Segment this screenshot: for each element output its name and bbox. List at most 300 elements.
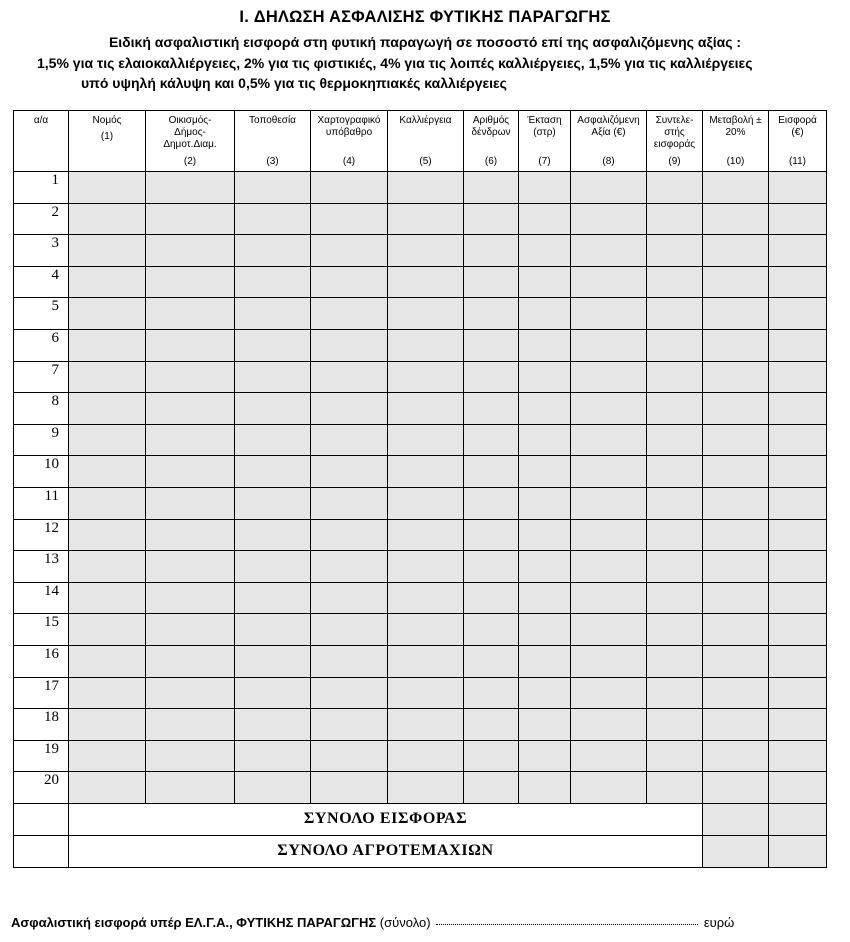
table-row	[14, 393, 827, 425]
input-cell[interactable]	[519, 172, 571, 204]
input-cell[interactable]	[647, 582, 703, 614]
input-cell[interactable]	[571, 740, 647, 772]
input-cell[interactable]	[769, 172, 827, 204]
total-parcels-value-cell[interactable]	[703, 835, 769, 867]
row-number: 5	[14, 298, 69, 330]
input-cell[interactable]	[769, 614, 827, 646]
production-declaration-table	[13, 110, 827, 868]
input-cell[interactable]	[69, 614, 146, 646]
column-header-label-line: εισφοράς	[653, 139, 696, 150]
input-cell[interactable]	[571, 709, 647, 741]
input-cell[interactable]	[146, 235, 235, 267]
input-cell[interactable]	[146, 266, 235, 298]
column-number: (4)	[342, 156, 356, 167]
input-cell[interactable]	[703, 487, 769, 519]
column-header-4	[311, 111, 388, 172]
column-number: (10)	[726, 156, 745, 167]
input-cell[interactable]	[146, 487, 235, 519]
column-header-label	[571, 111, 646, 139]
table-row	[14, 709, 827, 741]
input-cell[interactable]	[464, 266, 519, 298]
table-row	[14, 298, 827, 330]
total-amount-field[interactable]	[436, 924, 698, 925]
input-cell[interactable]	[235, 614, 311, 646]
column-header-label-line: Καλλιέργεια	[399, 115, 452, 126]
input-cell[interactable]	[703, 298, 769, 330]
input-cell[interactable]	[571, 677, 647, 709]
input-cell[interactable]	[146, 203, 235, 235]
input-cell[interactable]	[703, 519, 769, 551]
input-cell[interactable]	[703, 172, 769, 204]
input-cell[interactable]	[464, 393, 519, 425]
input-cell[interactable]	[388, 740, 464, 772]
table-row	[14, 203, 827, 235]
input-cell[interactable]	[519, 203, 571, 235]
table-row	[14, 361, 827, 393]
input-cell[interactable]	[146, 456, 235, 488]
input-cell[interactable]	[388, 519, 464, 551]
input-cell[interactable]	[235, 582, 311, 614]
column-header-label	[388, 111, 463, 127]
input-cell[interactable]	[311, 772, 388, 804]
input-cell[interactable]	[519, 456, 571, 488]
input-cell[interactable]	[647, 487, 703, 519]
input-cell[interactable]	[571, 424, 647, 456]
row-number: 20	[14, 772, 69, 804]
table-row	[14, 172, 827, 204]
input-cell[interactable]	[571, 298, 647, 330]
column-header-label-line: Έκταση	[527, 115, 562, 126]
column-header-1	[69, 111, 146, 172]
column-header-label-line: Μεταβολή ±	[709, 115, 762, 126]
input-cell[interactable]	[519, 266, 571, 298]
subtitle-line-2: 1,5% για τις ελαιοκαλλιέργειες, 2% για τις φιστικιές, 4% για τις λοιπές καλλιέργειες, 1,5% για τις καλλιέργειες	[37, 55, 753, 71]
input-cell[interactable]	[769, 519, 827, 551]
input-cell[interactable]	[519, 677, 571, 709]
total-parcels-row	[14, 835, 827, 867]
input-cell[interactable]	[311, 487, 388, 519]
input-cell[interactable]	[464, 172, 519, 204]
input-cell[interactable]	[146, 172, 235, 204]
input-cell[interactable]	[571, 645, 647, 677]
input-cell[interactable]	[769, 235, 827, 267]
column-number: (6)	[484, 156, 498, 167]
total-contribution-value-cell[interactable]	[703, 803, 769, 835]
row-number: 18	[14, 709, 69, 741]
input-cell[interactable]	[311, 582, 388, 614]
input-cell[interactable]	[235, 203, 311, 235]
input-cell[interactable]	[769, 709, 827, 741]
input-cell[interactable]	[769, 677, 827, 709]
input-cell[interactable]	[146, 582, 235, 614]
input-cell[interactable]	[703, 772, 769, 804]
input-cell[interactable]	[769, 551, 827, 583]
input-cell[interactable]	[769, 582, 827, 614]
input-cell[interactable]	[146, 709, 235, 741]
column-header-0	[14, 111, 69, 172]
row-number: 6	[14, 329, 69, 361]
input-cell[interactable]	[311, 266, 388, 298]
input-cell[interactable]	[388, 645, 464, 677]
input-cell[interactable]	[311, 172, 388, 204]
input-cell[interactable]	[235, 266, 311, 298]
input-cell[interactable]	[464, 487, 519, 519]
column-header-label-line: Δημοτ.Διαμ.	[163, 139, 217, 150]
table-row	[14, 551, 827, 583]
table-row	[14, 772, 827, 804]
input-cell[interactable]	[703, 361, 769, 393]
input-cell[interactable]	[235, 456, 311, 488]
input-cell[interactable]	[703, 551, 769, 583]
input-cell[interactable]	[703, 266, 769, 298]
input-cell[interactable]	[647, 361, 703, 393]
input-cell[interactable]	[571, 361, 647, 393]
input-cell[interactable]	[647, 645, 703, 677]
input-cell[interactable]	[311, 235, 388, 267]
input-cell[interactable]	[647, 424, 703, 456]
input-cell[interactable]	[311, 645, 388, 677]
input-cell[interactable]	[311, 393, 388, 425]
footer-label: Ασφαλιστική εισφορά υπέρ ΕΛ.Γ.Α., ΦΥΤΙΚΗΣ ΠΑΡΑΓΩΓΗΣ	[11, 915, 377, 930]
input-cell[interactable]	[769, 298, 827, 330]
input-cell[interactable]	[69, 424, 146, 456]
column-header-7	[519, 111, 571, 172]
input-cell[interactable]	[703, 329, 769, 361]
row-number: 16	[14, 645, 69, 677]
input-cell[interactable]	[69, 740, 146, 772]
input-cell[interactable]	[146, 298, 235, 330]
input-cell[interactable]	[571, 329, 647, 361]
column-number: (11)	[788, 156, 807, 167]
table-row	[14, 487, 827, 519]
input-cell[interactable]	[703, 740, 769, 772]
input-cell[interactable]	[647, 740, 703, 772]
input-cell[interactable]	[571, 266, 647, 298]
input-cell[interactable]	[464, 772, 519, 804]
input-cell[interactable]	[388, 677, 464, 709]
input-cell[interactable]	[571, 203, 647, 235]
input-cell[interactable]	[69, 298, 146, 330]
input-cell[interactable]	[464, 329, 519, 361]
column-header-6	[464, 111, 519, 172]
input-cell[interactable]	[69, 582, 146, 614]
input-cell[interactable]	[769, 645, 827, 677]
input-cell[interactable]	[464, 677, 519, 709]
input-cell[interactable]	[464, 709, 519, 741]
column-header-label-line: υπόβαθρο	[325, 127, 373, 138]
input-cell[interactable]	[464, 551, 519, 583]
input-cell[interactable]	[464, 456, 519, 488]
row-number: 12	[14, 519, 69, 551]
input-cell[interactable]	[519, 424, 571, 456]
input-cell[interactable]	[647, 329, 703, 361]
input-cell[interactable]	[69, 235, 146, 267]
input-cell[interactable]	[235, 677, 311, 709]
input-cell[interactable]	[769, 361, 827, 393]
input-cell[interactable]	[571, 551, 647, 583]
input-cell[interactable]	[311, 519, 388, 551]
empty-cell	[14, 803, 69, 835]
table-row	[14, 614, 827, 646]
input-cell[interactable]	[647, 772, 703, 804]
input-cell[interactable]	[146, 645, 235, 677]
input-cell[interactable]	[769, 424, 827, 456]
input-cell[interactable]	[388, 266, 464, 298]
input-cell[interactable]	[571, 235, 647, 267]
input-cell[interactable]	[703, 393, 769, 425]
column-header-label	[769, 111, 826, 139]
input-cell[interactable]	[647, 456, 703, 488]
input-cell[interactable]	[571, 487, 647, 519]
input-cell[interactable]	[519, 645, 571, 677]
input-cell[interactable]	[146, 614, 235, 646]
input-cell[interactable]	[69, 677, 146, 709]
input-cell[interactable]	[311, 329, 388, 361]
input-cell[interactable]	[519, 329, 571, 361]
input-cell[interactable]	[519, 487, 571, 519]
column-header-label-line: Οικισμός-	[168, 115, 212, 126]
input-cell[interactable]	[235, 551, 311, 583]
input-cell[interactable]	[388, 456, 464, 488]
input-cell[interactable]	[311, 551, 388, 583]
input-cell[interactable]	[769, 329, 827, 361]
input-cell[interactable]	[69, 266, 146, 298]
input-cell[interactable]	[464, 298, 519, 330]
input-cell[interactable]	[388, 614, 464, 646]
input-cell[interactable]	[769, 393, 827, 425]
input-cell[interactable]	[235, 487, 311, 519]
input-cell[interactable]	[388, 172, 464, 204]
input-cell[interactable]	[647, 709, 703, 741]
input-cell[interactable]	[388, 203, 464, 235]
column-header-3	[235, 111, 311, 172]
row-number: 13	[14, 551, 69, 583]
column-number: (9)	[668, 156, 681, 167]
input-cell[interactable]	[235, 740, 311, 772]
input-cell[interactable]	[647, 677, 703, 709]
subtitle-line-1: Ειδική ασφαλιστική εισφορά στη φυτική παραγωγή σε ποσοστό επί της ασφαλιζόμενης αξίας :	[108, 34, 742, 50]
input-cell[interactable]	[235, 709, 311, 741]
input-cell[interactable]	[647, 614, 703, 646]
input-cell[interactable]	[769, 487, 827, 519]
input-cell[interactable]	[69, 645, 146, 677]
input-cell[interactable]	[571, 172, 647, 204]
input-cell[interactable]	[647, 551, 703, 583]
input-cell[interactable]	[69, 361, 146, 393]
column-header-11	[769, 111, 827, 172]
input-cell[interactable]	[519, 519, 571, 551]
input-cell[interactable]	[519, 551, 571, 583]
column-header-label	[235, 111, 310, 127]
input-cell[interactable]	[647, 519, 703, 551]
input-cell[interactable]	[519, 361, 571, 393]
table-row	[14, 740, 827, 772]
input-cell[interactable]	[235, 172, 311, 204]
row-number: 8	[14, 393, 69, 425]
input-cell[interactable]	[464, 361, 519, 393]
input-cell[interactable]	[769, 266, 827, 298]
column-header-label-line: Δήμος-	[174, 127, 206, 138]
input-cell[interactable]	[464, 645, 519, 677]
input-cell[interactable]	[647, 172, 703, 204]
input-cell[interactable]	[464, 582, 519, 614]
input-cell[interactable]	[647, 266, 703, 298]
input-cell[interactable]	[703, 424, 769, 456]
input-cell[interactable]	[647, 393, 703, 425]
input-cell[interactable]	[703, 235, 769, 267]
column-header-label	[14, 111, 68, 127]
input-cell[interactable]	[769, 203, 827, 235]
input-cell[interactable]	[146, 424, 235, 456]
input-cell[interactable]	[235, 424, 311, 456]
input-cell[interactable]	[69, 456, 146, 488]
input-cell[interactable]	[769, 772, 827, 804]
column-number: (3)	[266, 156, 279, 167]
input-cell[interactable]	[464, 614, 519, 646]
input-cell[interactable]	[464, 519, 519, 551]
input-cell[interactable]	[703, 582, 769, 614]
input-cell[interactable]	[571, 456, 647, 488]
input-cell[interactable]	[571, 519, 647, 551]
row-number: 1	[14, 172, 69, 204]
input-cell[interactable]	[69, 772, 146, 804]
input-cell[interactable]	[146, 740, 235, 772]
input-cell[interactable]	[146, 677, 235, 709]
input-cell[interactable]	[146, 772, 235, 804]
input-cell[interactable]	[69, 551, 146, 583]
input-cell[interactable]	[388, 551, 464, 583]
input-cell[interactable]	[519, 740, 571, 772]
input-cell[interactable]	[464, 424, 519, 456]
input-cell[interactable]	[519, 709, 571, 741]
input-cell[interactable]	[311, 456, 388, 488]
input-cell[interactable]	[703, 677, 769, 709]
column-header-label-line: Τοποθεσία	[249, 115, 296, 126]
input-cell[interactable]	[69, 329, 146, 361]
row-number: 14	[14, 582, 69, 614]
column-header-label-line: Ασφαλιζόμενη	[577, 115, 640, 126]
input-cell[interactable]	[571, 614, 647, 646]
input-cell[interactable]	[235, 235, 311, 267]
input-cell[interactable]	[69, 393, 146, 425]
table-row	[14, 424, 827, 456]
input-cell[interactable]	[703, 203, 769, 235]
input-cell[interactable]	[769, 456, 827, 488]
column-header-label-line: 20%	[725, 127, 746, 138]
total-contribution-label: ΣΥΝΟΛΟ ΕΙΣΦΟΡΑΣ	[69, 803, 703, 835]
input-cell[interactable]	[464, 740, 519, 772]
input-cell[interactable]	[235, 393, 311, 425]
column-header-label-line: (στρ)	[533, 127, 556, 138]
input-cell[interactable]	[388, 393, 464, 425]
column-header-label-line: α/α	[33, 115, 49, 126]
total-parcels-label: ΣΥΝΟΛΟ ΑΓΡΟΤΕΜΑΧΙΩΝ	[69, 835, 703, 867]
input-cell[interactable]	[235, 361, 311, 393]
input-cell[interactable]	[146, 551, 235, 583]
input-cell[interactable]	[311, 740, 388, 772]
column-header-label	[464, 111, 518, 139]
input-cell[interactable]	[235, 519, 311, 551]
input-cell[interactable]	[388, 361, 464, 393]
input-cell[interactable]	[235, 298, 311, 330]
input-cell[interactable]	[311, 298, 388, 330]
input-cell[interactable]	[311, 677, 388, 709]
input-cell[interactable]	[769, 740, 827, 772]
footer-line	[11, 915, 734, 930]
input-cell[interactable]	[519, 772, 571, 804]
column-header-10	[703, 111, 769, 172]
input-cell[interactable]	[519, 235, 571, 267]
input-cell[interactable]	[388, 582, 464, 614]
input-cell[interactable]	[235, 645, 311, 677]
input-cell[interactable]	[464, 203, 519, 235]
column-header-8	[571, 111, 647, 172]
input-cell[interactable]	[235, 329, 311, 361]
total-contribution-value-cell[interactable]	[769, 803, 827, 835]
input-cell[interactable]	[388, 329, 464, 361]
column-header-label	[146, 111, 234, 151]
input-cell[interactable]	[388, 235, 464, 267]
input-cell[interactable]	[69, 487, 146, 519]
input-cell[interactable]	[235, 772, 311, 804]
input-cell[interactable]	[388, 709, 464, 741]
table-row	[14, 456, 827, 488]
input-cell[interactable]	[146, 329, 235, 361]
row-number: 2	[14, 203, 69, 235]
input-cell[interactable]	[311, 361, 388, 393]
input-cell[interactable]	[647, 203, 703, 235]
input-cell[interactable]	[519, 582, 571, 614]
column-header-label-line: Αριθμός	[472, 115, 510, 126]
input-cell[interactable]	[311, 709, 388, 741]
footer-note: (σύνολο)	[379, 915, 431, 930]
input-cell[interactable]	[703, 709, 769, 741]
input-cell[interactable]	[388, 424, 464, 456]
input-cell[interactable]	[388, 298, 464, 330]
input-cell[interactable]	[311, 614, 388, 646]
input-cell[interactable]	[69, 709, 146, 741]
input-cell[interactable]	[647, 235, 703, 267]
input-cell[interactable]	[703, 645, 769, 677]
input-cell[interactable]	[69, 519, 146, 551]
input-cell[interactable]	[647, 298, 703, 330]
input-cell[interactable]	[146, 361, 235, 393]
input-cell[interactable]	[311, 203, 388, 235]
input-cell[interactable]	[519, 614, 571, 646]
column-number: (8)	[602, 156, 615, 167]
input-cell[interactable]	[519, 298, 571, 330]
column-header-label-line: Αξία (€)	[591, 127, 626, 138]
input-cell[interactable]	[703, 456, 769, 488]
input-cell[interactable]	[464, 235, 519, 267]
input-cell[interactable]	[571, 393, 647, 425]
input-cell[interactable]	[69, 172, 146, 204]
input-cell[interactable]	[388, 487, 464, 519]
input-cell[interactable]	[146, 393, 235, 425]
table-row	[14, 235, 827, 267]
input-cell[interactable]	[519, 393, 571, 425]
input-cell[interactable]	[311, 424, 388, 456]
input-cell[interactable]	[703, 614, 769, 646]
column-header-label	[69, 111, 145, 143]
input-cell[interactable]	[146, 519, 235, 551]
row-number: 17	[14, 677, 69, 709]
total-parcels-value-cell[interactable]	[769, 835, 827, 867]
input-cell[interactable]	[69, 203, 146, 235]
input-cell[interactable]	[388, 772, 464, 804]
input-cell[interactable]	[571, 772, 647, 804]
input-cell[interactable]	[571, 582, 647, 614]
